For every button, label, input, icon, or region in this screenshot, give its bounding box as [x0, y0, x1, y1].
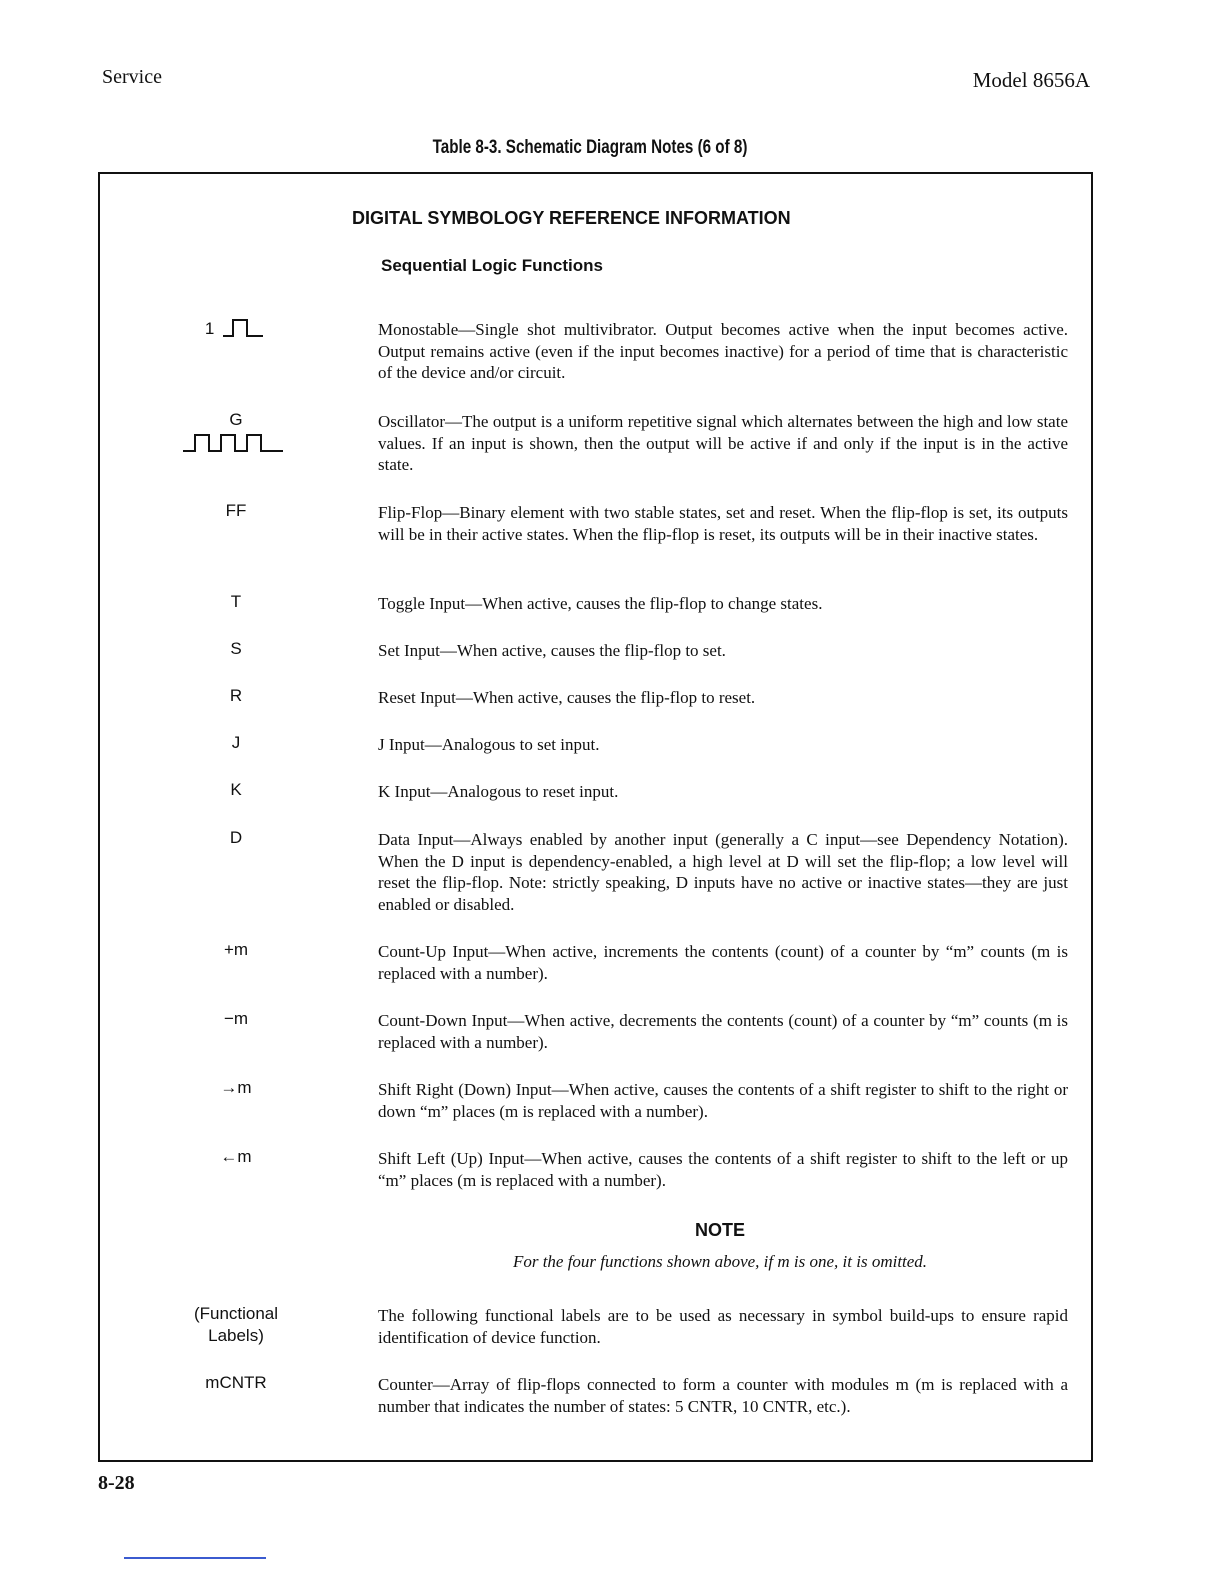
- desc-functional-labels: The following functional labels are to be used as necessary in symbol build-ups to ensure rapid identification of device function.: [378, 1306, 1068, 1347]
- desc-k: K Input—Analogous to reset input.: [378, 782, 619, 801]
- desc-toggle: Toggle Input—When active, causes the flip-flop to change states.: [378, 594, 823, 613]
- symbol-functional-line1: (Functional: [193, 1304, 279, 1323]
- running-header-model: Model 8656A: [972, 68, 1090, 92]
- section-title: DIGITAL SYMBOLOGY REFERENCE INFORMATION: [352, 208, 791, 228]
- symbol-count-up: +m: [223, 940, 249, 959]
- note-heading: NOTE: [694, 1220, 745, 1240]
- desc-flip-flop: Flip-Flop—Binary element with two stable states, set and reset. When the flip-flop is set, its outputs will be in their active states. When the flip-flop is reset, its outputs will be in their inactive states.: [378, 503, 1068, 544]
- desc-count-up: Count-Up Input—When active, increments the contents (count) of a counter by “m” counts (m is replaced with a number).: [378, 942, 1068, 983]
- running-header-section: Service: [102, 66, 162, 88]
- symbol-j: J: [231, 733, 241, 752]
- symbol-k: K: [230, 780, 242, 799]
- symbol-data: D: [229, 828, 243, 847]
- page-number: 8-28: [98, 1472, 135, 1494]
- note-text: For the four functions shown above, if m is one, it is omitted.: [512, 1252, 928, 1271]
- symbol-oscillator-label: G: [229, 410, 243, 429]
- desc-j: J Input—Analogous to set input.: [378, 735, 600, 754]
- desc-set: Set Input—When active, causes the flip-flop to set.: [378, 641, 726, 660]
- desc-count-down: Count-Down Input—When active, decrements the contents (count) of a counter by “m” counts (m is replaced with a number).: [378, 1011, 1068, 1052]
- table-title: Table 8-3. Schematic Diagram Notes (6 of 8): [432, 137, 748, 158]
- monostable-pulse-icon: [219, 316, 267, 338]
- symbol-shift-right: →m: [220, 1078, 252, 1097]
- footer-rule: [124, 1557, 266, 1559]
- symbol-counter: mCNTR: [205, 1373, 267, 1392]
- symbol-oscillator: [156, 409, 316, 453]
- symbol-functional-line2: Labels): [208, 1326, 264, 1345]
- symbol-monostable: [156, 316, 316, 340]
- oscillator-wave-icon: [181, 431, 291, 453]
- desc-oscillator: Oscillator—The output is a uniform repetitive signal which alternates between the high and low state values. If an input is shown, then the output will be active if and only if the input is in the active state.: [378, 412, 1068, 474]
- desc-shift-right: Shift Right (Down) Input—When active, causes the contents of a shift register to shift to the right or down “m” places (m is replaced with a number).: [378, 1080, 1068, 1121]
- desc-data: Data Input—Always enabled by another input (generally a C input—see Dependency Notation). When the D input is dependency-enabled, a high level at D will set the flip-flop; a low level will reset the flip-flop. Note: strictly speaking, D inputs have no active or inactive states—they are just enabled or disabled.: [378, 830, 1068, 914]
- symbol-monostable-label: 1: [204, 319, 215, 338]
- symbol-shift-left: ←m: [220, 1147, 252, 1166]
- desc-counter: Counter—Array of flip-flops connected to form a counter with modules m (m is replaced with a number that indicates the number of states: 5 CNTR, 10 CNTR, etc.).: [378, 1375, 1068, 1416]
- symbol-flip-flop: FF: [225, 501, 247, 520]
- desc-monostable: Monostable—Single shot multivibrator. Output becomes active when the input becomes active. Output remains active (even if the input becomes inactive) for a period of time that is characteristic of the device and/or circuit.: [378, 320, 1068, 382]
- symbol-reset: R: [229, 686, 243, 705]
- desc-reset: Reset Input—When active, causes the flip-flop to reset.: [378, 688, 756, 707]
- symbol-count-down: −m: [223, 1009, 249, 1028]
- sub-title: Sequential Logic Functions: [381, 256, 603, 275]
- symbol-functional-labels: [156, 1303, 316, 1347]
- desc-shift-left: Shift Left (Up) Input—When active, causes the contents of a shift register to shift to the left or up “m” places (m is replaced with a number).: [378, 1149, 1068, 1190]
- symbol-set: S: [230, 639, 242, 658]
- symbol-toggle: T: [230, 592, 242, 611]
